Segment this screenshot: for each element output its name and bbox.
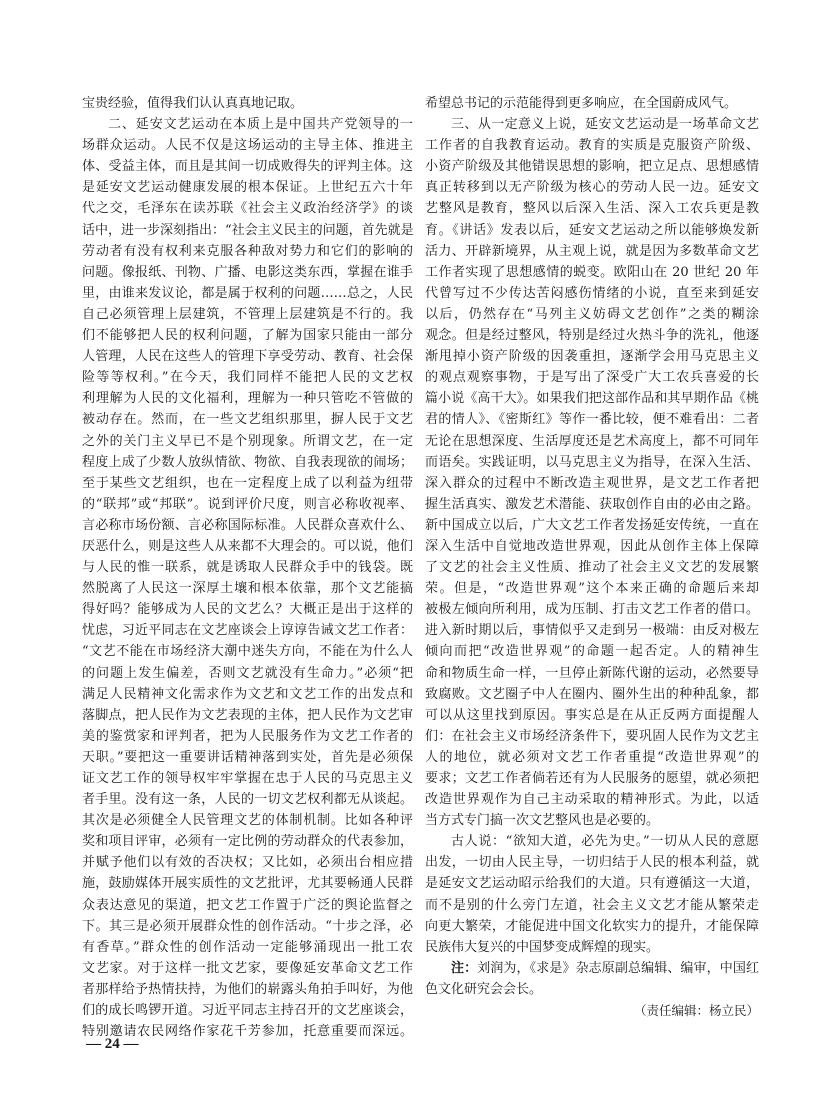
text-line: 艺整风是教育，整风以后深入生活、深入工农兵更是教: [425, 201, 759, 217]
text-line: 致腐败。文艺圈子中人在圈内、圈外生出的种种乱象，都: [425, 686, 759, 702]
text-line: 以后，仍然存在“马列主义妨碍文艺创作”之类的糊涂: [425, 306, 759, 322]
text-line: 真正转移到以无产阶级为核心的劳动人民一边。延安文: [425, 180, 759, 196]
text-line: 们：在社会主义市场经济条件下，要巩固人民作为文艺主: [425, 728, 759, 744]
text-line: 有香草。”群众性的创作活动一定能够涌现出一批工农: [82, 939, 413, 955]
text-line: 利理解为人民的文化福利，理解为一种只管吃不管做的: [82, 391, 413, 407]
paragraph: [425, 93, 759, 114]
text-line: 向更大繁荣，才能促进中国文化软实力的提升，才能保障: [425, 918, 759, 934]
text-line: 代之交，毛泽东在读苏联《社会主义政治经济学》的谈: [82, 201, 413, 217]
text-line: 之外的关门主义早已不是个别现象。所谓文艺，在一定: [82, 433, 413, 449]
text-line: 当方式专门搞一次文艺整风也是必要的。: [425, 813, 660, 829]
text-line: 落脚点，把人民作为文艺表现的主体，把人民作为文艺审: [82, 707, 413, 723]
text-line: 渐甩掉小资产阶级的因袭重担，逐渐学会用马克思主义: [425, 349, 759, 365]
author-note: [425, 958, 759, 1000]
paragraph: [425, 831, 759, 958]
text-line: 而语矣。实践证明，以马克思主义为指导，在深入生活、: [425, 454, 759, 470]
text-line: 体、受益主体，而且是其间一切成败得失的评判主体。这: [82, 159, 413, 175]
text-line: 并赋予他们以有效的否决权；又比如，必须出台相应措: [82, 855, 413, 871]
text-line: 宝贵经验，值得我们认认真真地记取。: [82, 96, 304, 111]
text-line: 握生活真实、激发艺术潜能、获取创作自由的必由之路。: [425, 496, 759, 512]
text-line: 工作者的自我教育运动。教育的实质是克服资产阶级、: [425, 138, 759, 154]
text-line: 工作者实现了思想感情的蜕变。欧阳山在 20 世纪 20 年: [425, 264, 759, 280]
text-line: 荣。但是，“改造世界观”这个本来正确的命题后来却: [425, 581, 759, 597]
text-line: 满足人民精神文化需求作为文艺和文艺工作的出发点和: [82, 686, 413, 702]
page-number: — 24 —: [86, 1036, 139, 1052]
text-line: 们不能够把人民的权利问题，了解为国家只能由一部分: [82, 328, 413, 344]
author-note-line: [425, 958, 759, 979]
text-line: 观念。但是经过整风，特别是经过火热斗争的洗礼，他逐: [425, 328, 759, 344]
text-line: 言必称市场份额、言必称国际标准。人民群众喜欢什么、: [82, 517, 413, 533]
text-line: 者那样给予热情扶持，为他们的崭露头角拍手叫好，为他: [82, 981, 413, 997]
text-line: 自己必须管理上层建筑，不管理上层建筑是不行的。我: [82, 306, 413, 322]
text-line: 的观点观察事物，于是写出了深受广大工农兵喜爱的长: [425, 370, 759, 386]
text-line: 是延安文艺运动健康发展的根本保证。上世纪五六十年: [82, 180, 413, 196]
text-line: 问题。像报纸、刊物、广播、电影这类东西，掌握在谁手: [82, 264, 413, 280]
right-column: [425, 93, 759, 1021]
text-line: 要求；文艺工作者倘若还有为人民服务的愿望，就必须把: [425, 771, 759, 786]
text-line: 进入新时期以后，事情似乎又走到另一极端：由反对极左: [425, 623, 759, 639]
text-line: 篇小说《高干大》。如果我们把这部作品和其早期作品《桃: [425, 391, 759, 407]
text-line: 忧虑，习近平同志在文艺座谈会上谆谆告诫文艺工作者：: [82, 623, 413, 639]
text-line: 险等等权利。”在今天，我们同样不能把人民的文艺权: [82, 370, 413, 386]
text-line: 民族伟大复兴的中国梦变成辉煌的现实。: [425, 939, 660, 955]
text-line: 话中，进一步深刻指出：“社会主义民主的问题，首先就是: [82, 222, 414, 238]
text-line: “文艺不能在市场经济大潮中迷失方向，不能在为什么人: [82, 644, 413, 660]
text-line: 得好吗？能够成为人民的文艺么？大概正是出于这样的: [82, 602, 413, 618]
text-line: 特别邀请农民网络作家花千芳参加，托意重要而深远。: [82, 1024, 413, 1040]
text-line: 下。其三是必须开展群众性的创作活动。“十步之泽，必: [82, 918, 413, 934]
text-line: 命和物质生命一样，一旦停止新陈代谢的运动，必然要导: [425, 665, 759, 681]
text-line: 文艺家。对于这样一批文艺家，要像延安革命文艺工作: [82, 960, 413, 976]
text-line: 厌恶什么，则是这些人从来都不大理会的。可以说，他们: [82, 538, 413, 554]
author-note-line: 色文化研究会会长。: [425, 981, 543, 997]
text-line: 劳动者有没有权利来克服各种敌对势力和它们的影响的: [82, 243, 413, 259]
text-line: 里，由谁来发议论，都是属于权利的问题……总之，人民: [82, 285, 413, 301]
paragraph: [82, 114, 413, 1042]
text-line: 改造世界观作为自己主动采取的精神形式。为此，以适: [425, 792, 759, 808]
text-line: 奖和项目评审，必须有一定比例的劳动群众的代表参加，: [82, 834, 413, 850]
text-line: 者手里。没有这一条，人民的一切文艺权利都无从谈起。: [82, 792, 413, 808]
text-line: 人管理，人民在这些人的管理下享受劳动、教育、社会保: [82, 349, 413, 365]
text-line: 倾向而把“改造世界观”的命题一起否定。人的精神生: [425, 644, 759, 660]
note-text: 刘润为，《求是》杂志原副总编辑、编审，中国红: [477, 960, 759, 976]
text-line: 们的成长鸣锣开道。习近平同志主持召开的文艺座谈会，: [82, 1003, 413, 1019]
text-line: 了文艺的社会主义性质、推动了社会主义文艺的发展繁: [425, 560, 759, 576]
text-line: 被极左倾向所利用，成为压制、打击文艺工作者的借口。: [425, 602, 759, 618]
text-line: 至于某些文艺组织，也在一定程度上成了以利益为纽带: [82, 475, 413, 491]
text-line: 古人说：“欲知大道，必先为史。”一切从人民的意愿: [451, 834, 759, 850]
text-line: 代曾写过不少传达苦闷感伤情绪的小说，直至来到延安: [425, 285, 759, 301]
text-line: 施，鼓励媒体开展实质性的文艺批评，尤其要畅通人民群: [82, 876, 413, 892]
responsible-editor: （责任编辑：杨立民）: [633, 1003, 759, 1019]
text-line: 三、从一定意义上说，延安文艺运动是一场革命文艺: [451, 117, 759, 133]
text-line: 希望总书记的示范能得到更多响应，在全国蔚成风气。: [425, 96, 738, 111]
text-line: 与人民的惟一联系，就是诱取人民群众手中的钱袋。既: [82, 560, 413, 576]
text-line: 美的鉴赏家和评判者，把为人民服务作为文艺工作者的: [82, 728, 413, 744]
text-line: 证文艺工作的领导权牢牢掌握在忠于人民的马克思主义: [82, 771, 413, 786]
text-line: 是延安文艺运动昭示给我们的大道。只有遵循这一大道，: [425, 876, 759, 892]
text-line: 二、延安文艺运动在本质上是中国共产党领导的一: [108, 117, 413, 133]
text-line: 人的地位，就必须对文艺工作者重提“改造世界观”的: [425, 749, 759, 765]
paragraph: [425, 114, 759, 831]
text-line: 被动存在。然而，在一些文艺组织那里，摒人民于文艺: [82, 412, 413, 428]
left-column: [82, 93, 413, 1042]
text-line: 新中国成立以后，广大文艺工作者发扬延安传统，一直在: [425, 517, 759, 533]
text-line: 程度上成了少数人放纵情欲、物欲、自我表现欲的闹场；: [82, 454, 413, 470]
text-line: 然脱离了人民这一深厚土壤和根本依靠，那个文艺能搞: [82, 581, 413, 597]
text-line: 君的情人》、《密斯红》等作一番比较，便不难看出：二者: [425, 412, 759, 428]
text-line: 育。《讲话》发表以后，延安文艺运动之所以能够焕发新: [425, 222, 759, 238]
text-line: 无论在思想深度、生活厚度还是艺术高度上，都不可同年: [425, 433, 759, 449]
text-line: 的“联邦”或“邦联”。说到评价尺度，则言必称收视率、: [82, 496, 413, 512]
text-line: 深入群众的过程中不断改造主观世界，是文艺工作者把: [425, 475, 759, 491]
text-line: 小资产阶级及其他错误思想的影响，把立足点、思想感情: [425, 159, 759, 175]
paragraph: [82, 93, 413, 114]
text-line: 的问题上发生偏差，否则文艺就没有生命力。”必须“把: [82, 665, 413, 681]
text-line: 深入生活中自觉地改造世界观，因此从创作主体上保障: [425, 538, 759, 554]
text-line: 其次是必须健全人民管理文艺的体制机制。比如各种评: [82, 813, 413, 829]
text-line: 众表达意见的渠道，把文艺工作置于广泛的舆论监督之: [82, 897, 413, 913]
text-line: 而不是别的什么旁门左道，社会主义文艺才能从繁荣走: [425, 897, 759, 913]
text-line: 出发，一切由人民主导，一切归结于人民的根本利益，就: [425, 855, 759, 871]
right-column-body: [425, 93, 759, 958]
text-line: 可以从这里找到原因。事实总是在从正反两方面提醒人: [425, 707, 759, 723]
text-line: 活力、开辟新境界，从主观上说，就是因为多数革命文艺: [425, 243, 759, 259]
text-line: 场群众运动。人民不仅是这场运动的主导主体、推进主: [82, 138, 413, 154]
note-label: 注：: [451, 960, 478, 976]
text-line: 天职。”要把这一重要讲话精神落到实处，首先是必须保: [82, 749, 413, 765]
